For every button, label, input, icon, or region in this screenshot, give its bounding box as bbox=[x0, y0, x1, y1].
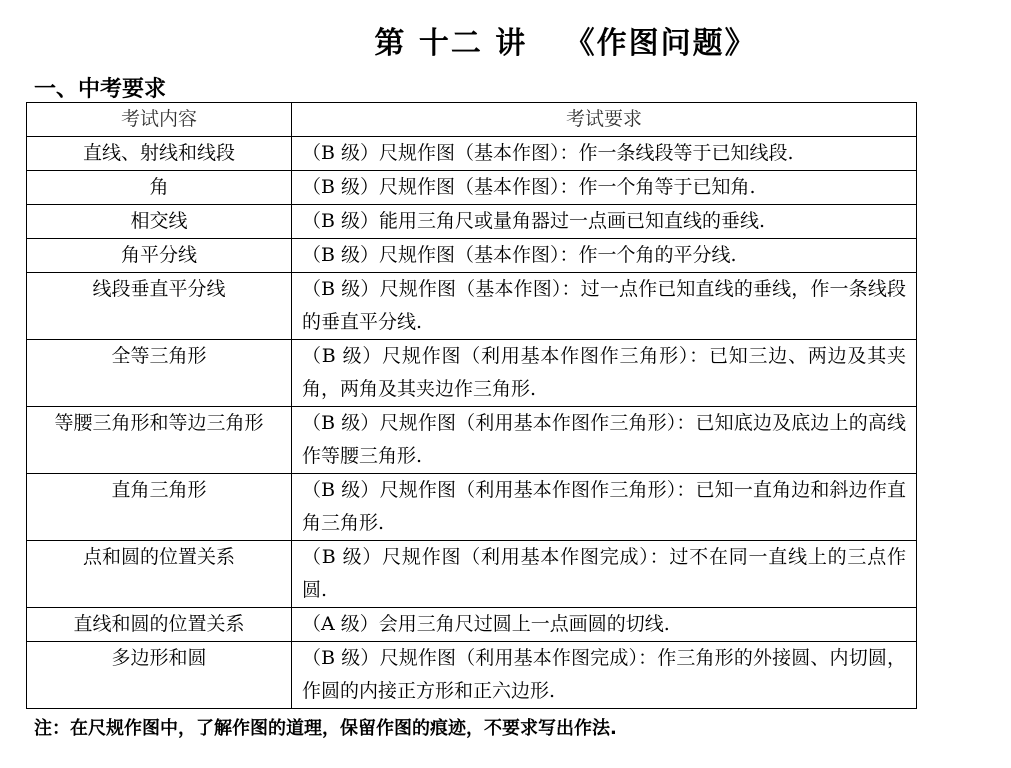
row-topic: 角平分线 bbox=[27, 239, 292, 273]
table-row bbox=[27, 137, 917, 171]
table-row bbox=[27, 205, 917, 239]
table-row bbox=[27, 340, 917, 407]
table-row bbox=[27, 541, 917, 608]
table-row bbox=[27, 273, 917, 340]
table-row bbox=[27, 239, 917, 273]
header-exam-requirement: 考试要求 bbox=[292, 103, 917, 137]
row-topic: 直角三角形 bbox=[27, 474, 292, 541]
row-topic: 点和圆的位置关系 bbox=[27, 541, 292, 608]
page-title: 第 十二 讲 《作图问题》 bbox=[374, 26, 757, 61]
row-requirement: （A 级）会用三角尺过圆上一点画圆的切线. bbox=[292, 608, 917, 642]
table-row bbox=[27, 171, 917, 205]
row-requirement: （B 级）尺规作图（利用基本作图完成）：作三角形的外接圆、内切圆，作圆的内接正方形和正六边形. bbox=[292, 642, 917, 709]
row-requirement: （B 级）尺规作图（利用基本作图完成）：过不在同一直线上的三点作圆. bbox=[292, 541, 917, 608]
requirements-table bbox=[26, 102, 917, 709]
footnote: 注：在尺规作图中，了解作图的道理，保留作图的痕迹，不要求写出作法. bbox=[34, 718, 617, 739]
row-requirement: （B 级）尺规作图（基本作图）：作一个角的平分线. bbox=[292, 239, 917, 273]
row-requirement: （B 级）尺规作图（基本作图）：作一个角等于已知角. bbox=[292, 171, 917, 205]
row-topic: 相交线 bbox=[27, 205, 292, 239]
row-topic: 角 bbox=[27, 171, 292, 205]
table-row bbox=[27, 608, 917, 642]
table-header-row bbox=[27, 103, 917, 137]
row-topic: 全等三角形 bbox=[27, 340, 292, 407]
row-topic: 等腰三角形和等边三角形 bbox=[27, 407, 292, 474]
row-topic: 多边形和圆 bbox=[27, 642, 292, 709]
row-requirement: （B 级）尺规作图（利用基本作图作三角形）：已知底边及底边上的高线作等腰三角形. bbox=[292, 407, 917, 474]
row-topic: 直线、射线和线段 bbox=[27, 137, 292, 171]
row-requirement: （B 级）尺规作图（利用基本作图作三角形）：已知一直角边和斜边作直角三角形. bbox=[292, 474, 917, 541]
table-row bbox=[27, 474, 917, 541]
row-requirement: （B 级）能用三角尺或量角器过一点画已知直线的垂线. bbox=[292, 205, 917, 239]
row-requirement: （B 级）尺规作图（利用基本作图作三角形）：已知三边、两边及其夹角，两角及其夹边作三角形. bbox=[292, 340, 917, 407]
row-topic: 线段垂直平分线 bbox=[27, 273, 292, 340]
row-requirement: （B 级）尺规作图（基本作图）：作一条线段等于已知线段. bbox=[292, 137, 917, 171]
row-requirement: （B 级）尺规作图（基本作图）：过一点作已知直线的垂线，作一条线段的垂直平分线. bbox=[292, 273, 917, 340]
table-row bbox=[27, 407, 917, 474]
header-exam-content: 考试内容 bbox=[27, 103, 292, 137]
row-topic: 直线和圆的位置关系 bbox=[27, 608, 292, 642]
section-heading: 一、中考要求 bbox=[34, 77, 167, 102]
table-row bbox=[27, 642, 917, 709]
